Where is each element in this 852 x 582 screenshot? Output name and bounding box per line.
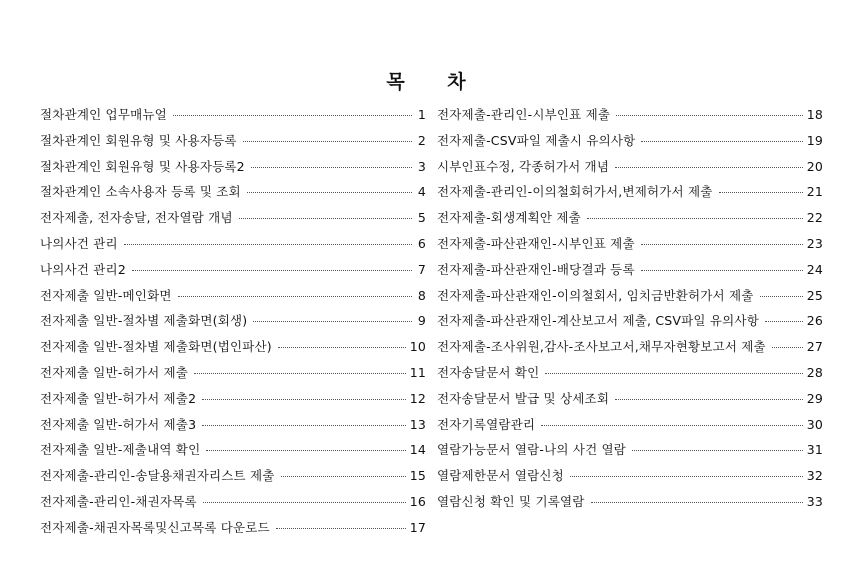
toc-entry[interactable] <box>437 205 823 231</box>
toc-entry[interactable] <box>437 128 823 154</box>
toc-page-number: 11 <box>409 364 426 380</box>
dotted-leader <box>641 270 803 271</box>
toc-entry[interactable] <box>40 154 426 180</box>
toc-entry-title: 전자제출-채권자목록및신고목록 다운로드 <box>40 519 270 535</box>
toc-entry-title: 절차관계인 소속사용자 등록 및 조회 <box>40 184 241 200</box>
toc-entry-title: 전자제출-관리인-송달용채권자리스트 제출 <box>40 468 275 484</box>
toc-entry-title: 전자제출-파산관재인-계산보고서 제출, CSV파일 유의사항 <box>437 313 759 329</box>
toc-page-number: 19 <box>806 132 823 148</box>
toc-entry-title: 절차관계인 회원유형 및 사용자등록2 <box>40 158 245 174</box>
toc-entry-title: 전자제출-회생계획안 제출 <box>437 210 581 226</box>
page-title: 목 차 <box>386 71 484 93</box>
toc-page-number: 17 <box>409 519 426 535</box>
dotted-leader <box>202 425 405 426</box>
toc-page-number: 9 <box>417 313 426 329</box>
dotted-leader <box>276 528 406 529</box>
dotted-leader <box>202 399 405 400</box>
dotted-leader <box>178 296 412 297</box>
toc-entry-title: 전자제출-관리인-채권자목록 <box>40 493 197 509</box>
dotted-leader <box>281 476 406 477</box>
dotted-leader <box>251 167 412 168</box>
toc-entry[interactable] <box>40 360 426 386</box>
toc-entry[interactable] <box>40 489 426 515</box>
toc-entry[interactable] <box>437 412 823 438</box>
dotted-leader <box>587 218 803 219</box>
toc-page-number: 3 <box>417 158 426 174</box>
toc-page-number: 2 <box>417 132 426 148</box>
toc-entry-title: 나의사건 관리 <box>40 235 118 251</box>
toc-entry-title: 시부인표수정, 각종허가서 개념 <box>437 158 610 174</box>
toc-entry[interactable] <box>437 386 823 412</box>
toc-entry[interactable] <box>437 437 823 463</box>
dotted-leader <box>124 244 412 245</box>
dotted-leader <box>194 373 406 374</box>
dotted-leader <box>760 296 803 297</box>
toc-page-number: 6 <box>417 235 426 251</box>
toc-page-number: 20 <box>806 158 823 174</box>
toc-page-number: 13 <box>409 416 426 432</box>
toc-entry-title: 나의사건 관리2 <box>40 261 126 277</box>
dotted-leader <box>616 115 803 116</box>
toc-entry[interactable] <box>437 154 823 180</box>
dotted-leader <box>570 476 803 477</box>
dotted-leader <box>239 218 412 219</box>
toc-page-number: 14 <box>409 442 426 458</box>
toc-entry-title: 전자제출-CSV파일 제출시 유의사항 <box>437 132 636 148</box>
toc-entry-title: 전자제출 일반-허가서 제출2 <box>40 390 197 406</box>
toc-entry[interactable] <box>40 257 426 283</box>
toc-entry[interactable] <box>40 437 426 463</box>
toc-entry[interactable] <box>437 463 823 489</box>
toc-entry[interactable] <box>40 386 426 412</box>
toc-page-number: 18 <box>806 107 823 122</box>
dotted-leader <box>632 450 803 451</box>
toc-page-number: 21 <box>806 184 823 200</box>
dotted-leader <box>615 167 803 168</box>
dotted-leader <box>772 347 803 348</box>
toc-entry[interactable] <box>437 360 823 386</box>
toc-entry[interactable] <box>437 489 823 515</box>
dotted-leader <box>545 373 802 374</box>
toc-entry[interactable] <box>437 179 823 205</box>
dotted-leader <box>615 399 803 400</box>
toc-page-number: 28 <box>806 364 823 380</box>
toc-page-number: 26 <box>806 313 823 329</box>
toc-entry[interactable] <box>437 231 823 257</box>
toc-entry[interactable] <box>437 334 823 360</box>
toc-page-number: 12 <box>409 390 426 406</box>
toc-entry-title: 전자제출 일반-허가서 제출 <box>40 364 189 380</box>
toc-entry-title: 열람가능문서 열람-나의 사건 열람 <box>437 442 627 458</box>
toc-entry[interactable] <box>437 102 823 128</box>
toc-entry[interactable] <box>40 412 426 438</box>
toc-entry[interactable] <box>40 463 426 489</box>
toc-page-number: 29 <box>806 390 823 406</box>
dotted-leader <box>591 502 803 503</box>
toc-entry[interactable] <box>40 128 426 154</box>
toc-entry-title: 전자제출 일반-절차별 제출화면(회생) <box>40 313 248 329</box>
toc-entry[interactable] <box>40 334 426 360</box>
dotted-leader <box>206 450 405 451</box>
toc-page-number: 31 <box>806 442 823 458</box>
toc-page-number: 4 <box>417 184 426 200</box>
toc-entry-title: 절차관계인 업무매뉴얼 <box>40 107 167 122</box>
dotted-leader <box>641 244 803 245</box>
toc-right-column <box>437 102 823 515</box>
toc-entry[interactable] <box>40 515 426 541</box>
toc-entry[interactable] <box>40 231 426 257</box>
dotted-leader <box>247 192 412 193</box>
toc-entry[interactable] <box>437 283 823 309</box>
toc-entry-title: 전자제출-파산관재인-시부인표 제출 <box>437 235 635 251</box>
toc-page-number: 30 <box>806 416 823 432</box>
toc-entry-title: 전자제출 일반-허가서 제출3 <box>40 416 197 432</box>
toc-page-number: 1 <box>417 107 426 122</box>
toc-entry-title: 절차관계인 회원유형 및 사용자등록 <box>40 132 237 148</box>
dotted-leader <box>641 141 802 142</box>
dotted-leader <box>243 141 412 142</box>
dotted-leader <box>173 115 412 116</box>
toc-page-number: 16 <box>409 493 426 509</box>
toc-page-number: 25 <box>806 287 823 303</box>
toc-entry-title: 열람신청 확인 및 기록열람 <box>437 493 585 509</box>
toc-entry-title: 전자제출 일반-절차별 제출화면(법인파산) <box>40 339 272 355</box>
toc-entry[interactable] <box>437 308 823 334</box>
toc-page-number: 24 <box>806 261 823 277</box>
toc-page-number: 8 <box>417 287 426 303</box>
toc-entry-title: 전자제출-조사위원,감사-조사보고서,채무자현황보고서 제출 <box>437 339 766 355</box>
toc-entry[interactable] <box>40 179 426 205</box>
toc-page-number: 10 <box>409 339 426 355</box>
dotted-leader <box>203 502 406 503</box>
toc-entry-title: 열람제한문서 열람신청 <box>437 468 564 484</box>
toc-entry-title: 전자제출 일반-제출내역 확인 <box>40 442 201 458</box>
dotted-leader <box>541 425 802 426</box>
toc-page-number: 22 <box>806 210 823 226</box>
toc-entry-title: 전자제출-파산관재인-배당결과 등록 <box>437 261 635 277</box>
toc-entry-title: 전자제출 일반-메인화면 <box>40 287 172 303</box>
toc-entry-title: 전자제출-파산관재인-이의철회서, 임치금반환허가서 제출 <box>437 287 754 303</box>
toc-page-number: 27 <box>806 339 823 355</box>
dotted-leader <box>132 270 412 271</box>
toc-page-number: 33 <box>806 493 823 509</box>
dotted-leader <box>278 347 406 348</box>
toc-entry-title: 전자송달문서 확인 <box>437 364 540 380</box>
toc-entry[interactable] <box>40 308 426 334</box>
toc-entry-title: 전자제출-관리인-시부인표 제출 <box>437 107 611 122</box>
toc-page-number: 32 <box>806 468 823 484</box>
toc-entry[interactable] <box>437 257 823 283</box>
toc-entry-title: 전자제출-관리인-이의철회허가서,변제허가서 제출 <box>437 184 713 200</box>
toc-entry-title: 전자제출, 전자송달, 전자열람 개념 <box>40 210 233 226</box>
toc-entry[interactable] <box>40 205 426 231</box>
toc-entry[interactable] <box>40 102 426 128</box>
toc-entry-title: 전자송달문서 발급 및 상세조회 <box>437 390 610 406</box>
toc-entry[interactable] <box>40 283 426 309</box>
toc-page-number: 23 <box>806 235 823 251</box>
toc-entry-title: 전자기록열람관리 <box>437 416 536 432</box>
toc-left-column <box>40 102 426 541</box>
dotted-leader <box>765 321 803 322</box>
toc-page-number: 7 <box>417 261 426 277</box>
toc-page-number: 5 <box>417 210 426 226</box>
dotted-leader <box>253 321 412 322</box>
dotted-leader <box>719 192 803 193</box>
toc-page-number: 15 <box>409 468 426 484</box>
